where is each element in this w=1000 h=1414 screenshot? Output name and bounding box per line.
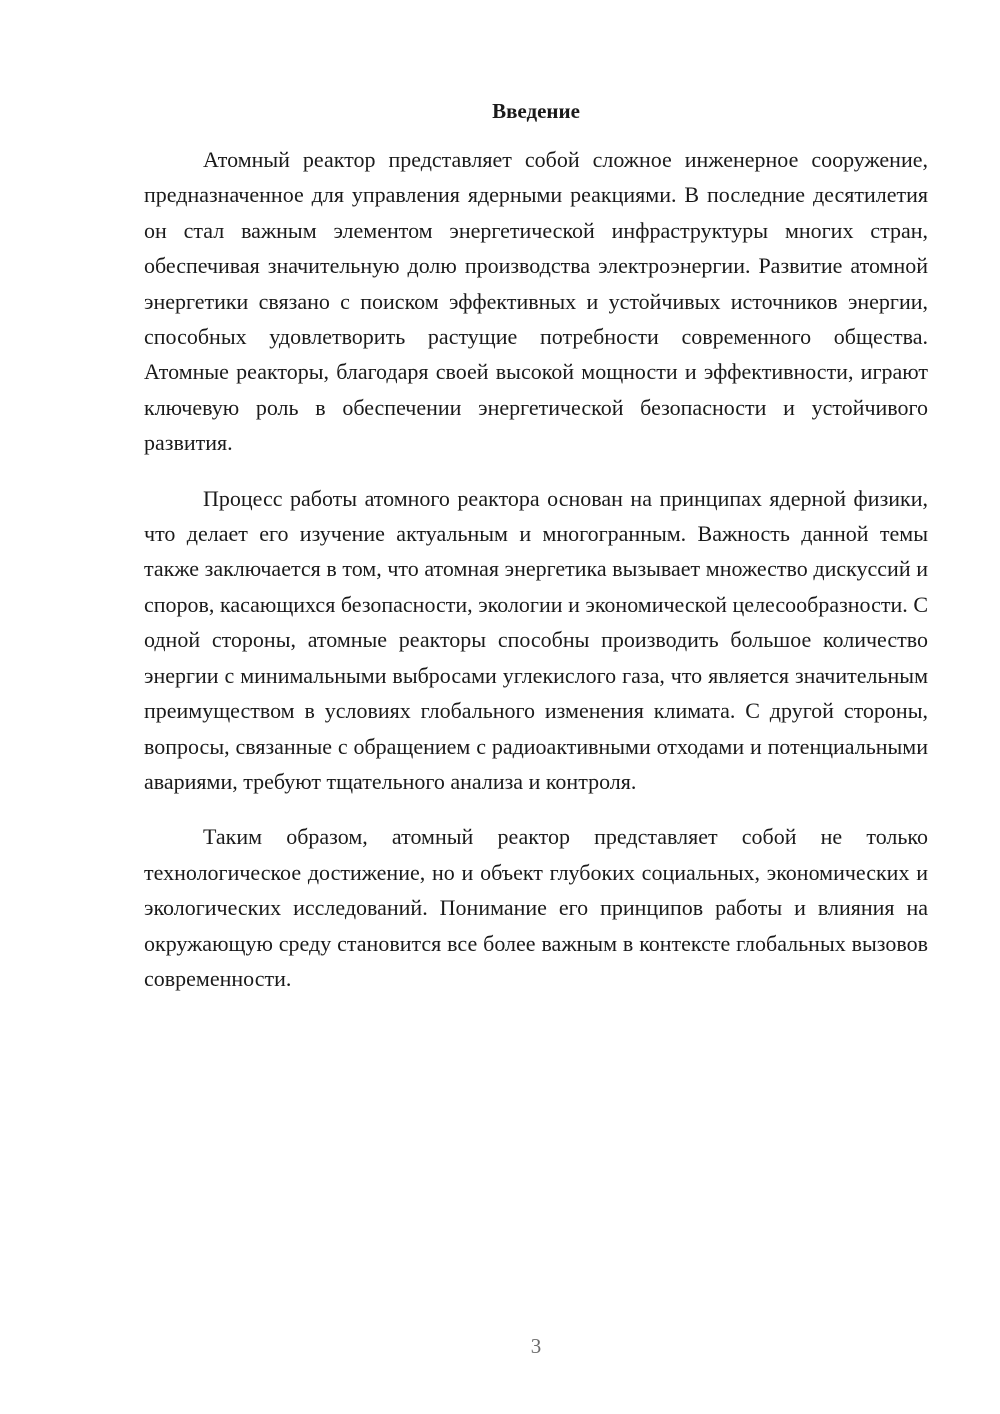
paragraph-2: Процесс работы атомного реактора основан на принципах ядерной физики, что делает его изучение актуальным и многогранным. Важность данной темы также заключается в том, что атомная энергетика вызывает множество дискуссий и споров, касающихся безопасности, экологии и экономической целесообразности. С одной стороны, атомные реакторы способны производить большое количество энергии с минимальными выбросами углекислого газа, что является значительным преимуществом в условиях глобального изменения климата. С другой стороны, вопросы, связанные с обращением с радиоактивными отходами и потенциальными авариями, требуют тщательного анализа и контроля. <box>144 485 928 794</box>
body-text <box>144 142 928 1016</box>
page-number: 3 <box>530 1334 542 1358</box>
section-heading: Введение <box>492 99 580 123</box>
paragraph-1: Атомный реактор представляет собой сложное инженерное сооружение, предназначенное для управления ядерными реакциями. В последние десятилетия он стал важным элементом энергетической инфраструктуры многих стран, обеспечивая значительную долю производства электроэнергии. Развитие атомной энергетики связано с поиском эффективных и устойчивых источников энергии, способных удовлетворить растущие потребности современного общества. Атомные реакторы, благодаря своей высокой мощности и эффективности, играют ключевую роль в обеспечении энергетической безопасности и устойчивого развития. <box>144 147 928 456</box>
paragraph-3: Таким образом, атомный реактор представляет собой не только технологическое достижение, но и объект глубоких социальных, экономических и экологических исследований. Понимание его принципов работы и влияния на окружающую среду становится все более важным в контексте глобальных вызовов современности. <box>144 824 928 991</box>
